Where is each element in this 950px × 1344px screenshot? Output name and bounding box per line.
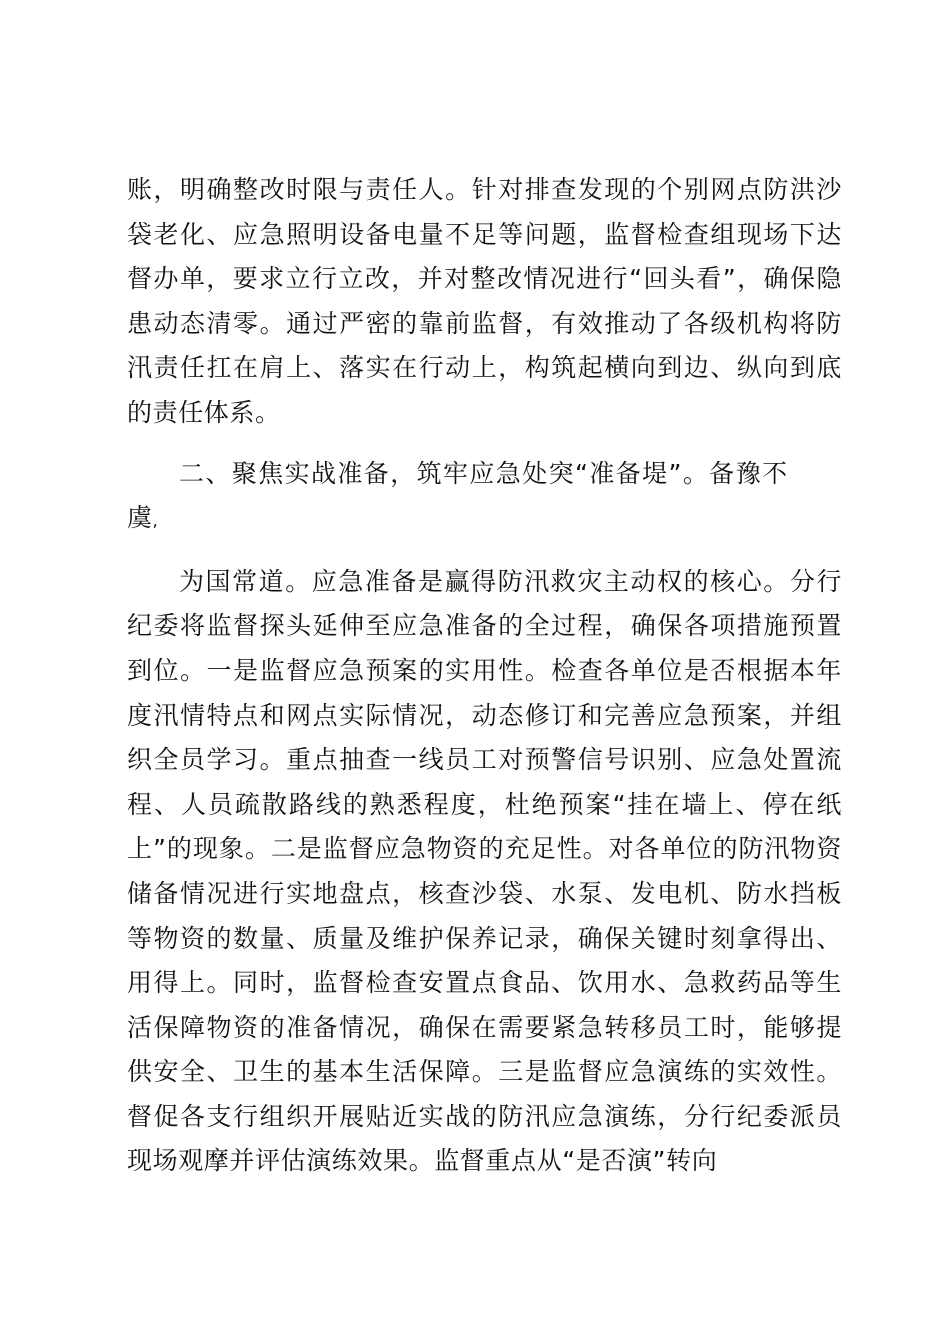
document-body bbox=[127, 168, 842, 1184]
section-heading bbox=[127, 452, 842, 497]
section-heading-text: 二、聚焦实战准备，筑牢应急处突“准备堤”。备豫不 bbox=[179, 458, 789, 488]
paragraph-body: 为国常道。应急准备是赢得防汛救灾主动权的核心。分行纪委将监督探头延伸至应急准备的全过程，确保各项措施预置到位。一是监督应急预案的实用性。检查各单位是否根据本年度汛情特点和网点实际情况，动态修订和完善应急预案，并组织全员学习。重点抽查一线员工对预警信号识别、应急处置流程、人员疏散路线的熟悉程度，杜绝预案“挂在墙上、停在纸上”的现象。二是监督应急物资的充足性。对各单位的防汛物资储备情况进行实地盘点，核查沙袋、水泵、发电机、防水挡板等物资的数量、质量及维护保养记录，确保关键时刻拿得出、用得上。同时，监督检查安置点食品、饮用水、急救药品等生活保障物资的准备情况，确保在需要紧急转移员工时，能够提供安全、卫生的基本生活保障。三是监督应急演练的实效性。督促各支行组织开展贴近实战的防汛应急演练，分行纪委派员现场观摩并评估演练效果。监督重点从“是否演”转向 bbox=[127, 566, 842, 1176]
section-heading-tail-char: 虞 bbox=[127, 503, 153, 533]
section-heading-tail-punct: , bbox=[152, 511, 159, 531]
paragraph-continuation: 账，明确整改时限与责任人。针对排查发现的个别网点防洪沙袋老化、应急照明设备电量不足等问题，监督检查组现场下达督办单，要求立行立改，并对整改情况进行“回头看”，确保隐患动态清零。通过严密的靠前监督，有效推动了各级机构将防汛责任扛在肩上、落实在行动上，构筑起横向到边、纵向到底的责任体系。 bbox=[127, 175, 842, 427]
section-heading-tail bbox=[127, 496, 842, 544]
